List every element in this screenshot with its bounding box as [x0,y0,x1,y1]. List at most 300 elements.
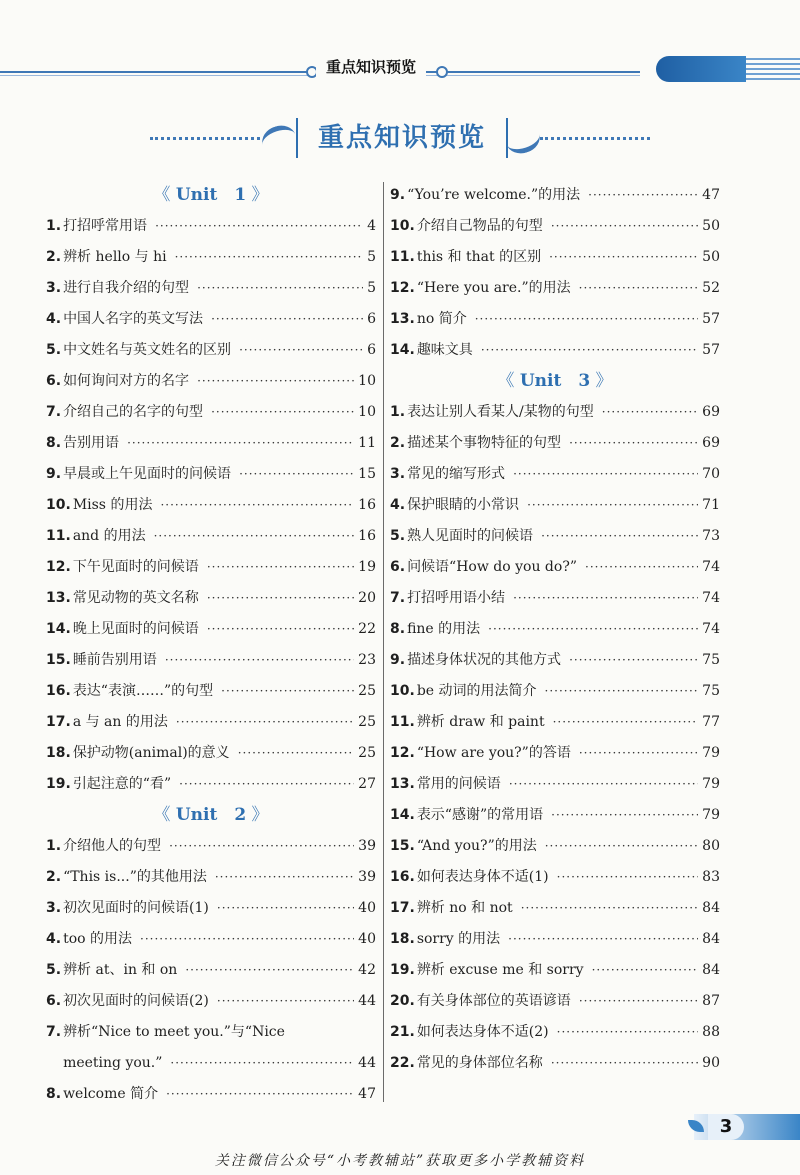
toc-entry-text: Miss 的用法 [72,497,153,513]
toc-entry-number: 11. [46,528,71,544]
toc-entry[interactable] [390,676,720,707]
toc-entry-number: 13. [46,590,71,606]
dot-leader [569,428,698,459]
toc-entry[interactable] [46,769,376,800]
toc-entry-page: 47 [702,187,720,203]
toc-entry-number: 2. [46,249,62,265]
toc-entry-text: 介绍自己的名字的句型 [63,404,204,420]
toc-entry-text: 辨析“Nice to meet you.”与“Nice [63,1024,285,1040]
toc-entry-text: 如何表达身体不适(1) [416,869,549,885]
toc-entry[interactable] [46,335,376,366]
toc-entry-page: 79 [702,745,720,761]
toc-entry[interactable] [390,893,720,924]
toc-entry-number: 14. [390,807,415,823]
toc-entry[interactable] [46,893,376,924]
dot-leader [527,490,698,521]
toc-entry-text: 熟人见面时的问候语 [407,528,534,544]
dot-leader [166,1079,354,1110]
toc-entry-page: 90 [702,1055,720,1071]
toc-entry-text: 打招呼用语小结 [407,590,506,606]
toc-entry-number: 9. [390,652,406,668]
toc-entry[interactable] [46,707,376,738]
toc-entry-text: 辨析 draw 和 paint [416,714,545,730]
toc-entry-page: 25 [358,714,376,730]
toc-entry-number: 3. [46,280,62,296]
toc-entry[interactable] [46,645,376,676]
dot-leader [197,273,363,304]
dot-leader [557,862,699,893]
toc-entry-text: too 的用法 [63,931,132,947]
toc-entry[interactable] [390,738,720,769]
toc-entry-text: 辨析 excuse me 和 sorry [416,962,584,978]
toc-entry-number: 7. [390,590,406,606]
toc-entry[interactable] [46,955,376,986]
toc-entry[interactable] [46,1048,376,1079]
toc-entry[interactable] [46,986,376,1017]
dot-leader [579,738,698,769]
page-number: 3 [708,1114,744,1140]
toc-entry-number: 6. [46,993,62,1009]
toc-entry-text: and 的用法 [72,528,146,544]
toc-entry-number: 8. [46,435,62,451]
dot-leader [185,955,354,986]
toc-entry-number: 22. [390,1055,415,1071]
dot-leader [508,924,698,955]
toc-entry-page: 39 [358,838,376,854]
toc-entry[interactable] [46,304,376,335]
unit-bracket: 》 [246,185,269,205]
dot-leader [197,366,354,397]
unit-heading [390,366,720,397]
toc-entry-number: 4. [46,931,62,947]
toc-entry[interactable] [390,397,720,428]
unit-heading [46,800,376,831]
swoosh-left-icon [259,121,300,157]
toc-entry-number: 16. [46,683,71,699]
dot-leader [176,707,354,738]
toc-entry-number: 17. [46,714,71,730]
toc-entry-page: 19 [358,559,376,575]
toc-entry-text: 打招呼常用语 [63,218,148,234]
toc-entry[interactable] [390,955,720,986]
toc-entry-number: 15. [390,838,415,854]
toc-entry-text: welcome 简介 [63,1086,159,1102]
page-title-banner [150,118,650,158]
toc-entry[interactable] [46,614,376,645]
toc-entry-number: 12. [46,559,71,575]
toc-entry-text: 晚上见面时的问候语 [72,621,199,637]
toc-entry-text: 保护动物(animal)的意义 [72,745,230,761]
column-divider [383,182,384,1102]
dot-leader [549,242,698,273]
dot-leader [127,428,354,459]
toc-entry-page: 75 [702,652,720,668]
toc-entry-number: 12. [390,280,415,296]
toc-entry-page: 27 [358,776,376,792]
toc-entry-text: 如何表达身体不适(2) [416,1024,549,1040]
toc-entry[interactable] [46,521,376,552]
toc-entry-page: 39 [358,869,376,885]
dot-leader [217,986,354,1017]
toc-entry-number: 14. [390,342,415,358]
toc-entry-page: 57 [702,342,720,358]
toc-entry-page: 70 [702,466,720,482]
toc-entry-page: 5 [367,280,376,296]
toc-entry-page: 75 [702,683,720,699]
toc-entry-number: 12. [390,745,415,761]
dot-leader [557,1017,699,1048]
dot-leader [221,676,354,707]
toc-entry-number: 16. [390,869,415,885]
toc-entry-number: 2. [390,435,406,451]
toc-entry-page: 20 [358,590,376,606]
toc-entry-number: 10. [390,218,415,234]
toc-entry-text: 常见的身体部位名称 [416,1055,543,1071]
dot-leader [215,862,354,893]
toc-entry[interactable] [390,707,720,738]
dot-leader [179,769,354,800]
toc-entry[interactable] [390,335,720,366]
toc-entry-text: 保护眼睛的小常识 [407,497,520,513]
toc-entry-text: 辨析 hello 与 hi [63,249,167,265]
toc-entry[interactable] [46,552,376,583]
toc-entry-number: 5. [46,962,62,978]
dot-leader [154,521,355,552]
toc-entry[interactable] [390,800,720,831]
toc-entry-number: 4. [390,497,406,513]
toc-entry-number: 7. [46,1024,62,1040]
dot-leader [588,180,698,211]
toc-entry[interactable] [390,614,720,645]
toc-entry-text: 表达让别人看某人/某物的句型 [407,404,594,420]
toc-entry[interactable] [390,211,720,242]
toc-entry-page: 84 [702,931,720,947]
toc-entry[interactable] [390,769,720,800]
dot-leader [170,1048,354,1079]
dot-leader [545,831,698,862]
dot-leader [513,459,698,490]
toc-entry-number: 9. [390,187,406,203]
toc-entry[interactable] [390,180,720,211]
dot-leader [140,924,354,955]
dot-leader [509,769,698,800]
toc-entry-text: 问候语“How do you do?” [407,559,577,575]
toc-entry[interactable] [46,428,376,459]
toc-entry[interactable] [390,428,720,459]
dot-leader [488,614,698,645]
toc-entry-number: 1. [46,218,62,234]
toc-entry-number: 13. [390,776,415,792]
toc-entry-text: no 简介 [416,311,467,327]
toc-entry-text: “How are you?”的答语 [416,745,571,761]
toc-entry-page: 23 [358,652,376,668]
dot-leader [551,800,698,831]
toc-entry-number: 18. [46,745,71,761]
toc-entry-number: 11. [390,714,415,730]
toc-entry-page: 80 [702,838,720,854]
dot-leader [165,645,354,676]
unit-label: Unit 3 [519,371,591,391]
toc-entry-number: 17. [390,900,415,916]
toc-entry-page: 44 [358,993,376,1009]
toc-entry-page: 69 [702,404,720,420]
header-tab-decoration [656,56,746,82]
dot-leader [585,552,698,583]
toc-entry-page: 74 [702,590,720,606]
toc-entry-number: 2. [46,869,62,885]
toc-entry-text: 常见动物的英文名称 [72,590,199,606]
toc-entry-text: fine 的用法 [407,621,481,637]
toc-entry-page: 22 [358,621,376,637]
toc-entry-page: 40 [358,900,376,916]
toc-entry-page: 84 [702,900,720,916]
toc-entry[interactable] [46,583,376,614]
toc-entry-text: 常见的缩写形式 [407,466,506,482]
toc-entry-page: 87 [702,993,720,1009]
dot-leader [579,986,698,1017]
toc-entry-number: 14. [46,621,71,637]
toc-entry[interactable] [390,1048,720,1079]
toc-entry[interactable] [390,1017,720,1048]
toc-entry-text: “This is...”的其他用法 [63,869,207,885]
toc-entry-page: 16 [358,497,376,513]
dot-leader [239,459,354,490]
toc-entry[interactable] [390,521,720,552]
dot-leader [513,583,698,614]
toc-entry-number: 11. [390,249,415,265]
dot-leader [239,335,363,366]
toc-entry-page: 6 [367,342,376,358]
toc-entry[interactable] [46,676,376,707]
toc-entry-text: 引起注意的“看” [72,776,172,792]
toc-entry[interactable] [390,862,720,893]
toc-entry-page: 52 [702,280,720,296]
dot-leader [211,397,354,428]
toc-entry-number: 5. [390,528,406,544]
toc-entry-text: “You’re welcome.”的用法 [407,187,581,203]
toc-entry-page: 42 [358,962,376,978]
toc-entry[interactable] [46,738,376,769]
toc-entry[interactable] [390,304,720,335]
toc-entry-page: 40 [358,931,376,947]
dot-leader [207,552,354,583]
toc-entry-text: “And you?”的用法 [416,838,537,854]
toc-entry-text: 有关身体部位的英语谚语 [416,993,571,1009]
running-header-title: 重点知识预览 [316,56,426,77]
toc-entry-page: 5 [367,249,376,265]
toc-entry-page: 71 [702,497,720,513]
toc-entry[interactable] [46,862,376,893]
dot-leader [207,583,354,614]
toc-entry-page: 25 [358,745,376,761]
toc-entry-page: 25 [358,683,376,699]
toc-entry-text: 初次见面时的问候语(2) [63,993,209,1009]
toc-entry-number: 6. [46,373,62,389]
toc-entry-page: 73 [702,528,720,544]
toc-entry-number: 13. [390,311,415,327]
toc-entry-page: 4 [367,218,376,234]
dot-leader [475,304,698,335]
toc-entry-text: 进行自我介绍的句型 [63,280,190,296]
toc-entry-text: 中文姓名与英文姓名的区别 [63,342,232,358]
toc-entry-text: 趣味文具 [416,342,473,358]
toc-entry-page: 79 [702,776,720,792]
dot-leader [211,304,363,335]
header-stripes-decoration [746,58,800,80]
toc-entry-page: 88 [702,1024,720,1040]
dot-leader [155,211,363,242]
toc-entry-page: 50 [702,218,720,234]
dot-leader [207,614,354,645]
toc-entry-number: 1. [46,838,62,854]
toc-entry-text: 表示“感谢”的常用语 [416,807,544,823]
title-dotted-line-right [540,137,650,140]
running-header [0,52,800,82]
toc-entry-number: 19. [390,962,415,978]
toc-entry-page: 84 [702,962,720,978]
toc-entry[interactable] [46,924,376,955]
toc-entry-number: 7. [46,404,62,420]
toc-entry[interactable] [46,242,376,273]
toc-entry-text: 初次见面时的问候语(1) [63,900,209,916]
toc-entry-text: this 和 that 的区别 [416,249,542,265]
toc-entry-text: meeting you.” [63,1055,163,1071]
toc-entry[interactable] [390,459,720,490]
dot-leader [169,831,354,862]
toc-entry-page: 47 [358,1086,376,1102]
toc-entry-page: 11 [358,435,376,451]
toc-entry-page: 50 [702,249,720,265]
dot-leader [545,676,699,707]
toc-entry[interactable] [390,986,720,1017]
toc-entry-page: 57 [702,311,720,327]
toc-entry[interactable] [390,924,720,955]
dot-leader [602,397,698,428]
toc-entry-number: 21. [390,1024,415,1040]
toc-entry-number: 8. [390,621,406,637]
toc-entry-page: 79 [702,807,720,823]
toc-entry[interactable] [390,552,720,583]
dot-leader [160,490,354,521]
toc-entry-page: 15 [358,466,376,482]
unit-label: Unit 1 [175,185,247,205]
unit-bracket: 》 [246,805,269,825]
toc-entry-number: 1. [390,404,406,420]
toc-entry-page: 74 [702,559,720,575]
unit-label: Unit 2 [175,805,247,825]
toc-entry-number: 5. [46,342,62,358]
toc-entry-page: 16 [358,528,376,544]
toc-entry[interactable] [46,831,376,862]
toc-entry[interactable] [46,397,376,428]
toc-entry-page: 74 [702,621,720,637]
dot-leader [592,955,699,986]
toc-entry-number: 10. [46,497,71,513]
toc-left-column [46,180,376,1110]
toc-entry-text: 介绍自己物品的句型 [416,218,543,234]
toc-entry-page: 44 [358,1055,376,1071]
unit-bracket: 《 [153,805,176,825]
toc-entry-number: 3. [390,466,406,482]
dot-leader [175,242,363,273]
toc-entry[interactable] [390,242,720,273]
toc-entry-text: a 与 an 的用法 [72,714,168,730]
toc-entry[interactable] [46,366,376,397]
toc-entry-page: 83 [702,869,720,885]
toc-entry-text: 早晨或上午见面时的问候语 [63,466,232,482]
page-title: 重点知识预览 [296,118,508,158]
toc-entry-number: 3. [46,900,62,916]
toc-entry-text: 表达“表演……”的句型 [72,683,214,699]
toc-entry-text: 辨析 no 和 not [416,900,513,916]
toc-entry-number: 4. [46,311,62,327]
toc-entry-number: 15. [46,652,71,668]
toc-entry-text: 辨析 at、in 和 on [63,962,178,978]
toc-entry-number: 10. [390,683,415,699]
toc-entry-number: 20. [390,993,415,1009]
toc-entry[interactable] [46,211,376,242]
swoosh-right-icon [503,121,544,157]
toc-entry[interactable] [390,583,720,614]
toc-entry-page: 69 [702,435,720,451]
toc-entry[interactable] [46,273,376,304]
dot-leader [238,738,354,769]
toc-entry[interactable] [390,831,720,862]
dot-leader [551,211,698,242]
dot-leader [481,335,698,366]
toc-entry-text: 告别用语 [63,435,120,451]
toc-entry[interactable] [46,459,376,490]
toc-entry-text: sorry 的用法 [416,931,501,947]
toc-entry-page: 10 [358,373,376,389]
toc-entry-page: 10 [358,404,376,420]
dot-leader [541,521,698,552]
toc-entry-text: 描述某个事物特征的句型 [407,435,562,451]
toc-right-column [390,180,720,1079]
toc-entry-text: 睡前告别用语 [72,652,157,668]
toc-entry-number: 18. [390,931,415,947]
toc-entry-number: 19. [46,776,71,792]
dot-leader [551,1048,698,1079]
toc-entry-text: 下午见面时的问候语 [72,559,199,575]
unit-bracket: 《 [153,185,176,205]
toc-entry-text: 如何询问对方的名字 [63,373,190,389]
unit-bracket: 》 [590,371,613,391]
toc-entry-text: “Here you are.”的用法 [416,280,571,296]
toc-entry-text: be 动词的用法简介 [416,683,537,699]
footer-note: 关注微信公众号“小考教辅站”获取更多小学教辅资料 [214,1153,586,1169]
toc-entry-page: 77 [702,714,720,730]
dot-leader [569,645,698,676]
toc-entry[interactable] [390,490,720,521]
header-dot-icon [436,66,448,78]
toc-entry-number: 6. [390,559,406,575]
dot-leader [521,893,698,924]
unit-heading [46,180,376,211]
toc-entry-text: 介绍他人的句型 [63,838,162,854]
toc-entry[interactable] [46,1079,376,1110]
toc-entry-number: 9. [46,466,62,482]
toc-entry[interactable] [46,490,376,521]
unit-bracket: 《 [497,371,520,391]
toc-entry[interactable] [390,273,720,304]
toc-entry-text: 常用的问候语 [416,776,501,792]
dot-leader [217,893,354,924]
toc-entry[interactable] [46,1017,376,1048]
toc-entry[interactable] [390,645,720,676]
toc-entry-number: 8. [46,1086,62,1102]
title-dotted-line-left [150,137,260,140]
